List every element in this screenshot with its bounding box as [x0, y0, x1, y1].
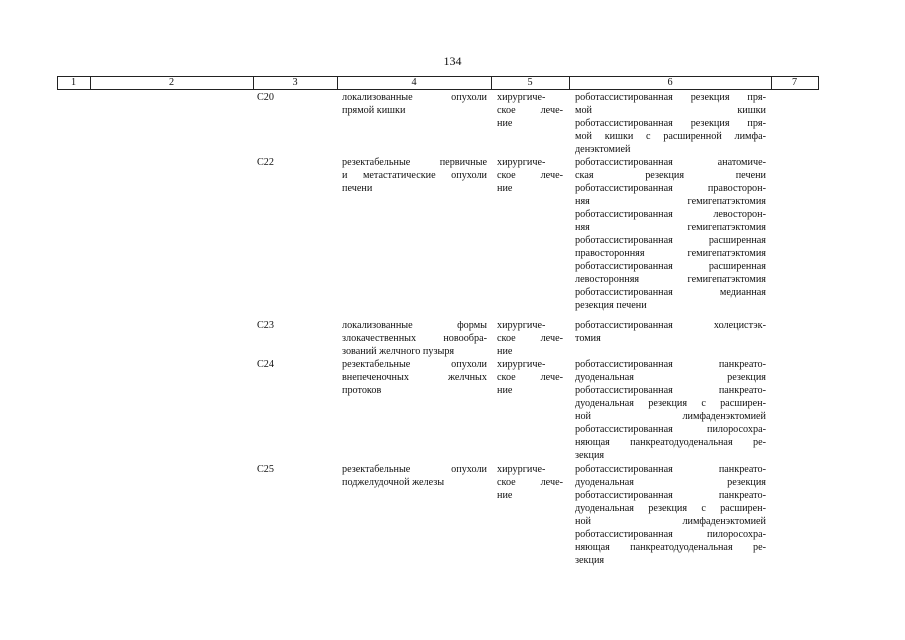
treatment-method-cell-line: резекция печени — [575, 300, 647, 311]
column-number-7: 7 — [791, 77, 798, 88]
treatment-type-cell — [497, 319, 563, 358]
treatment-method-cell-line: денэктомией — [575, 144, 631, 155]
column-number-2: 2 — [168, 77, 175, 88]
treatment-method-cell-line: роботассистированная расширенная — [575, 261, 766, 272]
treatment-method-cell-line: роботассистированная панкреато- — [575, 464, 766, 475]
treatment-method-cell-line: роботассистированная правосторон- — [575, 183, 766, 194]
treatment-method-cell-line: роботассистированная холецистэк- — [575, 320, 766, 331]
treatment-type-cell-line: ние — [497, 183, 513, 194]
column-number-4: 4 — [411, 77, 417, 88]
treatment-type-cell — [497, 358, 563, 397]
treatment-method-cell — [575, 358, 766, 462]
treatment-method-cell-line: роботассистированная левосторон- — [575, 209, 766, 220]
column-number-3: 3 — [292, 77, 298, 88]
treatment-method-cell-line: левосторонняя гемигепатэктомия — [575, 274, 766, 285]
treatment-method-cell-line: зекция — [575, 555, 605, 566]
treatment-method-cell-line: правосторонняя гемигепатэктомия — [575, 248, 766, 259]
treatment-type-cell — [497, 91, 563, 130]
column-number-5: 5 — [527, 77, 533, 88]
treatment-method-cell — [575, 319, 766, 345]
treatment-type-cell-line: хирургиче- — [497, 320, 546, 331]
condition-cell-line: локализованные формы — [342, 320, 487, 331]
treatment-method-cell-line: роботассистированная пилоросохра- — [575, 529, 766, 540]
treatment-type-cell-line: ское лече- — [497, 170, 563, 181]
treatment-method-cell-line: роботассистированная расширенная — [575, 235, 766, 246]
treatment-type-cell-line: хирургиче- — [497, 92, 546, 103]
column-number-6: 6 — [667, 77, 673, 88]
icd-code: C25 — [257, 464, 274, 475]
condition-cell-line: и метастатические опухоли — [342, 170, 487, 181]
condition-cell-line: протоков — [342, 385, 382, 396]
treatment-type-cell — [497, 463, 563, 502]
condition-cell-line: внепеченочных желчных — [342, 372, 487, 383]
treatment-method-cell-line: роботассистированная анатомиче- — [575, 157, 766, 168]
treatment-method-cell — [575, 91, 766, 156]
treatment-method-cell-line: ной лимфаденэктомией — [575, 411, 766, 422]
treatment-method-cell-line: няющая панкреатодуоденальная ре- — [575, 437, 766, 448]
treatment-type-cell-line: хирургиче- — [497, 157, 546, 168]
treatment-method-cell-line: роботассистированная пилоросохра- — [575, 424, 766, 435]
treatment-type-cell-line: ское лече- — [497, 333, 563, 344]
treatment-type-cell-line: ское лече- — [497, 105, 563, 116]
condition-cell-line: печени — [342, 183, 373, 194]
treatment-method-cell-line: мой кишки с расширенной лимфа- — [575, 131, 766, 142]
treatment-type-cell-line: ское лече- — [497, 372, 563, 383]
treatment-method-cell-line: томия — [575, 333, 601, 344]
treatment-method-cell-line: няя гемигепатэктомия — [575, 222, 766, 233]
treatment-method-cell-line: ская резекция печени — [575, 170, 766, 181]
condition-cell-line: прямой кишки — [342, 105, 406, 116]
page-number: 134 — [443, 54, 462, 68]
treatment-method-cell-line: ной лимфаденэктомией — [575, 516, 766, 527]
treatment-type-cell-line: ние — [497, 490, 513, 501]
condition-cell — [342, 156, 487, 195]
condition-cell-line: резектабельные первичные — [342, 157, 487, 168]
treatment-method-cell-line: роботассистированная панкреато- — [575, 490, 766, 501]
condition-cell-line: поджелудочной железы — [342, 477, 445, 488]
treatment-type-cell — [497, 156, 563, 195]
treatment-type-cell-line: ское лече- — [497, 477, 563, 488]
treatment-method-cell-line: роботассистированная панкреато- — [575, 385, 766, 396]
treatment-method-cell-line: роботассистированная медианная — [575, 287, 766, 298]
condition-cell-line: резектабельные опухоли — [342, 464, 487, 475]
icd-code: C22 — [257, 157, 274, 168]
condition-cell-line: локализованные опухоли — [342, 92, 487, 103]
condition-cell-line: резектабельные опухоли — [342, 359, 487, 370]
condition-cell-line: зований желчного пузыря — [342, 346, 455, 357]
icd-code: C24 — [257, 359, 274, 370]
treatment-method-cell — [575, 463, 766, 567]
treatment-method-cell-line: дуоденальная резекция с расширен- — [575, 503, 766, 514]
treatment-method-cell-line: дуоденальная резекция — [575, 477, 766, 488]
icd-code: C20 — [257, 92, 274, 103]
table-header-bottom-border — [57, 89, 819, 90]
condition-cell — [342, 463, 487, 489]
treatment-type-cell-line: хирургиче- — [497, 464, 546, 475]
treatment-method-cell-line: роботассистированная резекция пря- — [575, 118, 766, 129]
treatment-type-cell-line: ние — [497, 385, 513, 396]
treatment-method-cell-line: дуоденальная резекция — [575, 372, 766, 383]
treatment-type-cell-line: хирургиче- — [497, 359, 546, 370]
treatment-method-cell-line: няя гемигепатэктомия — [575, 196, 766, 207]
condition-cell — [342, 358, 487, 397]
treatment-type-cell-line: ние — [497, 118, 513, 129]
condition-cell-line: злокачественных новообра- — [342, 333, 487, 344]
column-number-1: 1 — [70, 77, 77, 88]
treatment-method-cell-line: няющая панкреатодуоденальная ре- — [575, 542, 766, 553]
treatment-method-cell-line: мой кишки — [575, 105, 766, 116]
table-header-divider — [818, 76, 819, 90]
condition-cell — [342, 319, 487, 358]
treatment-method-cell-line: дуоденальная резекция с расширен- — [575, 398, 766, 409]
treatment-type-cell-line: ние — [497, 346, 513, 357]
condition-cell — [342, 91, 487, 117]
icd-code: C23 — [257, 320, 274, 331]
treatment-method-cell — [575, 156, 766, 312]
treatment-method-cell-line: зекция — [575, 450, 605, 461]
treatment-method-cell-line: роботассистированная панкреато- — [575, 359, 766, 370]
treatment-method-cell-line: роботассистированная резекция пря- — [575, 92, 766, 103]
